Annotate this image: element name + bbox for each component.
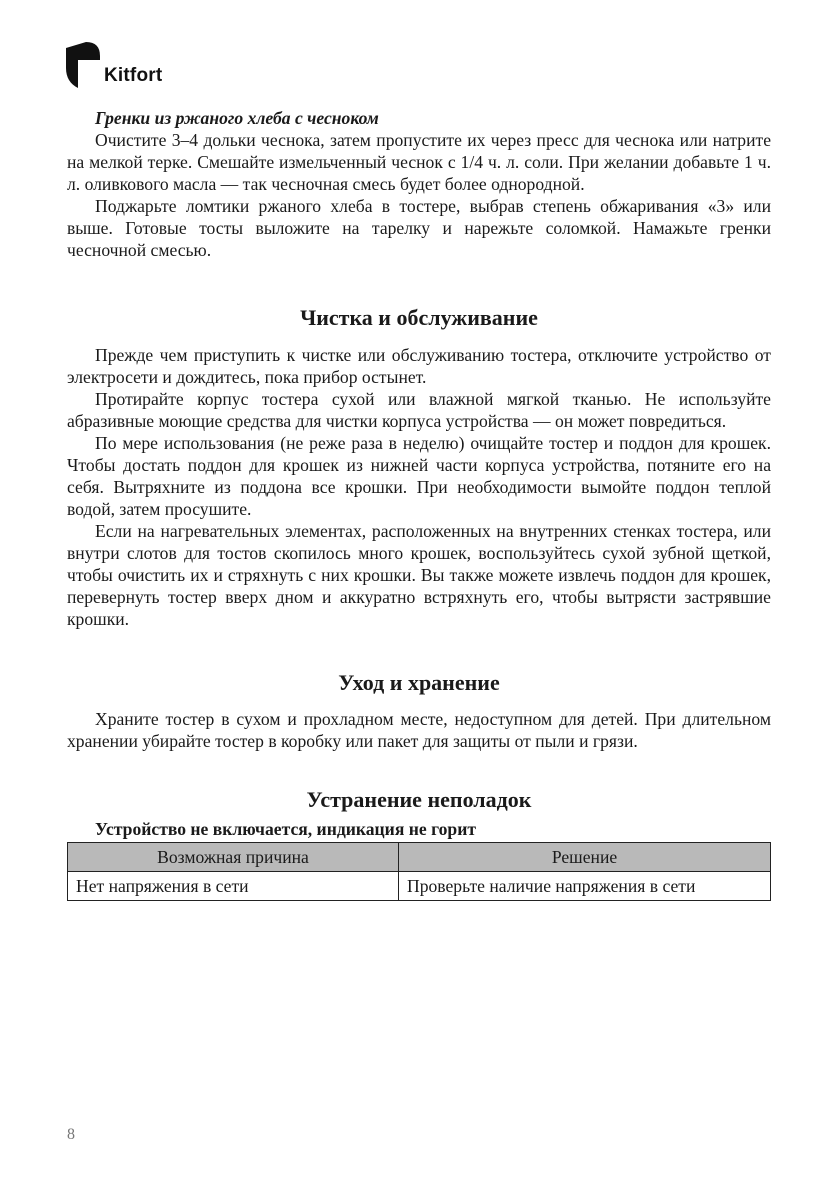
problem-subheading: Устройство не включается, индикация не горит bbox=[95, 819, 476, 839]
storage-paragraph: Храните тостер в сухом и прохладном месте, недоступном для детей. При длительном хранении убирайте тостер в коробку или пакет для защиты от пыли и грязи. bbox=[67, 709, 771, 751]
cleaning-heading: Чистка и обслуживание bbox=[300, 305, 538, 330]
troubleshooting-heading: Устранение неполадок bbox=[306, 787, 532, 812]
table-header-solution: Решение bbox=[399, 843, 771, 872]
table-header-cause: Возможная причина bbox=[68, 843, 399, 872]
table-cell-solution: Проверьте наличие напряжения в сети bbox=[399, 872, 771, 901]
brand-logo bbox=[66, 40, 162, 88]
cleaning-section bbox=[67, 304, 771, 630]
cleaning-paragraph: По мере использования (не реже раза в неделю) очищайте тостер и поддон для крошек. Чтобы достать поддон для крошек из нижней части корпуса устройства, потяните его на себя. Вытряхните из поддона все крошки. При необходимости вымойте поддон теплой водой, затем просушите. bbox=[67, 433, 771, 519]
storage-section bbox=[67, 669, 771, 752]
kitfort-logo-icon bbox=[66, 42, 100, 88]
cleaning-paragraph: Прежде чем приступить к чистке или обслуживанию тостера, отключите устройство от электросети и дождитесь, пока прибор остынет. bbox=[67, 345, 771, 387]
brand-name: Kitfort bbox=[104, 65, 163, 86]
recipe-title: Гренки из ржаного хлеба с чесноком bbox=[95, 108, 379, 128]
table-row bbox=[68, 872, 771, 901]
recipe-paragraph: Очистите 3–4 дольки чеснока, затем пропустите их через пресс для чеснока или натрите на мелкой терке. Смешайте измельченный чеснок с 1/4 ч. л. соли. При желании добавьте 1 ч. л. оливкового масла — так чесночная смесь будет более однородной. bbox=[67, 130, 771, 194]
recipe-paragraph: Поджарьте ломтики ржаного хлеба в тостере, выбрав степень обжаривания «3» или выше. Готовые тосты выложите на тарелку и нарежьте соломкой. Намажьте гренки чесночной смесью. bbox=[67, 196, 771, 260]
cleaning-paragraph: Протирайте корпус тостера сухой или влажной мягкой тканью. Не используйте абразивные моющие средства для чистки корпуса устройства — он может повредиться. bbox=[67, 389, 771, 431]
cleaning-paragraph: Если на нагревательных элементах, расположенных на внутренних стенках тостера, или внутри слотов для тостов скопилось много крошек, воспользуйтесь сухой зубной щеткой, чтобы очистить их и стряхнуть с них крошки. Вы также можете извлечь поддон для крошек, перевернуть тостер вверх дном и аккуратно встряхнуть его, чтобы вытрясти застрявшие крошки. bbox=[67, 521, 771, 629]
page-number: 8 bbox=[67, 1126, 75, 1143]
troubleshooting-section bbox=[67, 786, 771, 901]
table-header-row bbox=[68, 843, 771, 872]
page-content bbox=[67, 107, 771, 901]
storage-heading: Уход и хранение bbox=[338, 670, 500, 695]
table-cell-cause: Нет напряжения в сети bbox=[68, 872, 399, 901]
recipe-section bbox=[67, 107, 771, 261]
troubleshooting-table bbox=[67, 842, 771, 901]
